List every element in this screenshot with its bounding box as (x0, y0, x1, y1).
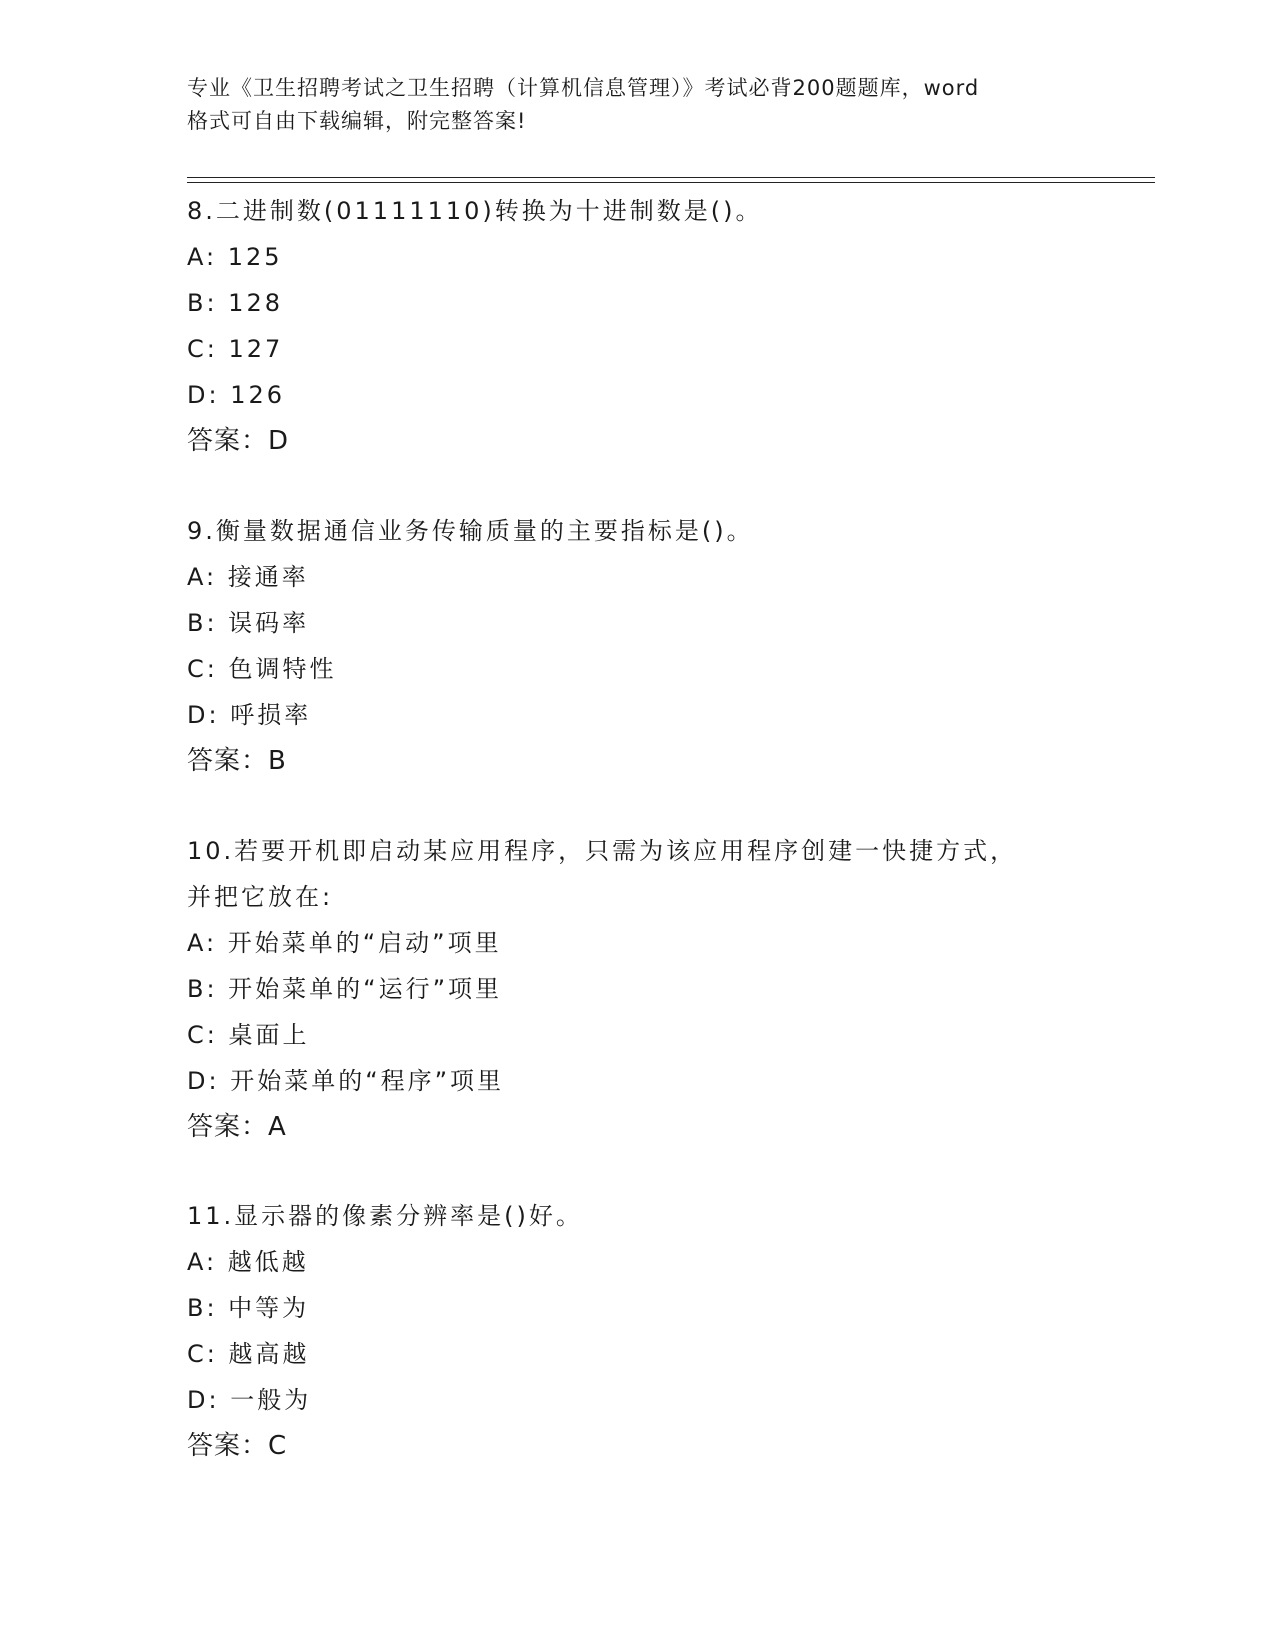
question-10 (187, 828, 1155, 1150)
option-b: B: 128 (187, 289, 283, 317)
option-d: D: 开始菜单的“程序”项里 (187, 1067, 505, 1095)
header-divider-top (187, 177, 1155, 178)
question-11 (187, 1193, 1155, 1469)
question-stem: 9.衡量数据通信业务传输质量的主要指标是()。 (187, 517, 754, 545)
option-d: D: 呼损率 (187, 701, 312, 729)
document-header (187, 72, 1107, 138)
question-8 (187, 188, 1155, 464)
option-d: D: 126 (187, 381, 286, 409)
option-a: A: 开始菜单的“启动”项里 (187, 929, 502, 957)
option-d: D: 一般为 (187, 1386, 312, 1414)
option-b: B: 误码率 (187, 609, 310, 637)
question-stem: 10.若要开机即启动某应用程序，只需为该应用程序创建一快捷方式， (187, 837, 1018, 865)
option-b: B: 中等为 (187, 1294, 310, 1322)
option-a: A: 接通率 (187, 563, 309, 591)
option-a: A: 越低越 (187, 1248, 309, 1276)
header-divider-bottom (187, 182, 1155, 183)
question-stem: 8.二进制数(01111110)转换为十进制数是()。 (187, 197, 763, 225)
answer-label: 答案：D (187, 426, 290, 456)
option-c: C: 色调特性 (187, 655, 337, 683)
answer-label: 答案：A (187, 1112, 287, 1142)
question-stem-continued: 并把它放在: (187, 883, 334, 911)
answer-label: 答案：B (187, 746, 287, 776)
question-stem: 11.显示器的像素分辨率是()好。 (187, 1202, 583, 1230)
question-9 (187, 508, 1155, 784)
answer-label: 答案：C (187, 1431, 288, 1461)
header-line-1: 专业《卫生招聘考试之卫生招聘（计算机信息管理）》考试必背200题题库，word (187, 76, 980, 100)
option-c: C: 127 (187, 335, 284, 363)
option-c: C: 桌面上 (187, 1021, 310, 1049)
option-c: C: 越高越 (187, 1340, 310, 1368)
option-b: B: 开始菜单的“运行”项里 (187, 975, 503, 1003)
option-a: A: 125 (187, 243, 283, 271)
header-line-2: 格式可自由下载编辑，附完整答案! (187, 109, 527, 133)
